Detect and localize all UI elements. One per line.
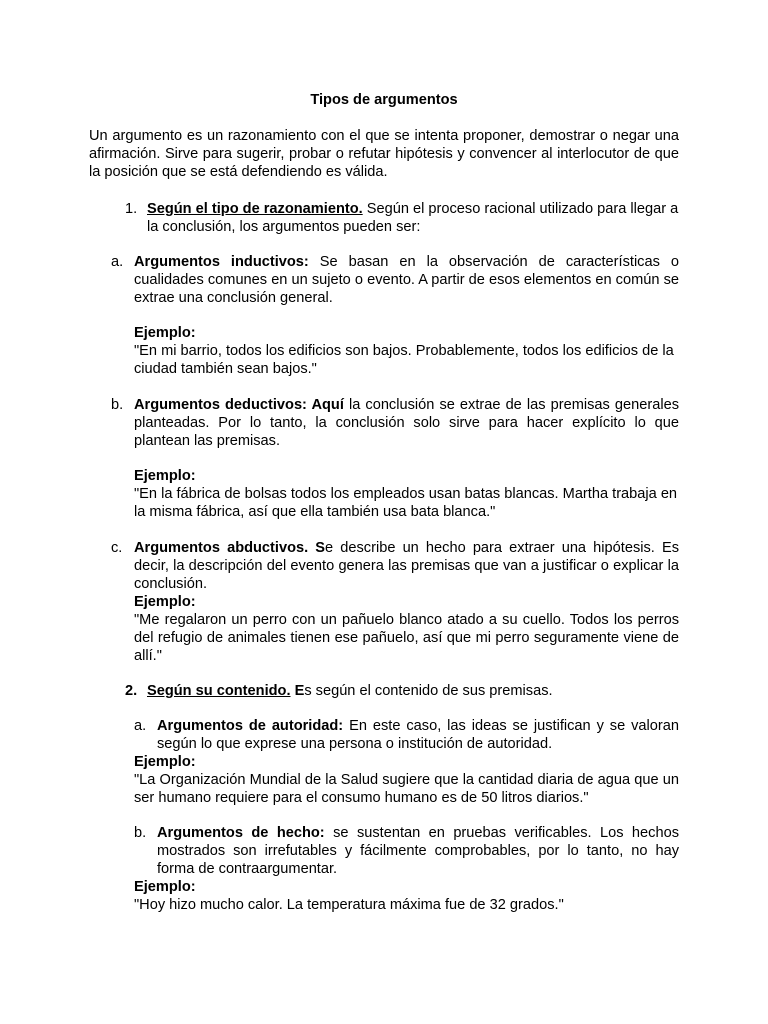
item-1a-term: Argumentos inductivos:: [134, 254, 309, 270]
intro-paragraph: [89, 127, 679, 181]
item-1c-example-label: [134, 593, 679, 611]
item-2a-example: "La Organización Mundial de la Salud sugiere que la cantidad diaria de agua que un ser humano requiere para el consumo humano es de 50 litros diarios.": [134, 772, 679, 806]
section-1-number: 1.: [125, 201, 138, 217]
section-1-title: Según el tipo de razonamiento.: [147, 201, 363, 217]
example-label: Ejemplo:: [134, 594, 196, 610]
intro-text: Un argumento es un razonamiento con el que se intenta proponer, demostrar o negar una afirmación. Sirve para sugerir, probar o refutar hipótesis y convencer al interlocutor de que la posición que se está defendiendo es válida.: [89, 128, 679, 180]
item-1a-marker: a.: [111, 254, 124, 270]
item-1c-marker: c.: [111, 540, 123, 556]
item-1b-example: "En la fábrica de bolsas todos los empleados usan batas blancas. Martha trabaja en la misma fábrica, así que ella también usa bata blanca.": [134, 486, 678, 520]
item-2a-term: Argumentos de autoridad:: [157, 718, 344, 734]
section-2-heading: [147, 682, 679, 700]
section-2-intro: s según el contenido de sus premisas.: [304, 683, 553, 699]
item-1a-example-label: [134, 324, 679, 342]
example-label: Ejemplo:: [134, 754, 196, 770]
item-1b-body: la conclusión se extrae de las premisas generales planteadas. Por lo tanto, la conclusión solo sirve para hacer explícito lo que plantean las premisas.: [134, 397, 679, 449]
item-1a-example: "En mi barrio, todos los edificios son bajos. Probablemente, todos los edificios de la ciudad también sean bajos.": [134, 343, 674, 377]
section-1-intro: Según el proceso racional utilizado para llegar a la conclusión, los argumentos pueden ser:: [147, 201, 679, 235]
example-label: Ejemplo:: [134, 325, 196, 341]
item-2b-text: [157, 824, 679, 878]
item-1c-example: "Me regalaron un perro con un pañuelo blanco atado a su cuello. Todos los perros del refugio de animales tienen ese pañuelo, así que mi perro seguramente viene de allí.": [134, 612, 679, 664]
item-2b-marker: b.: [134, 825, 147, 841]
section-2-title-tail: E: [290, 683, 305, 699]
item-2b-body: se sustentan en pruebas verificables. Los hechos mostrados son irrefutables y fácilmente comprobables, por lo tanto, no hay forma de contraargumentar.: [157, 825, 679, 877]
item-2b-term: Argumentos de hecho:: [157, 825, 325, 841]
item-2a-body: En este caso, las ideas se justifican y se valoran según lo que exprese una persona o institución de autoridad.: [157, 718, 680, 752]
item-2b-example-label: [134, 878, 679, 896]
example-label: Ejemplo:: [134, 879, 196, 895]
document-title: Tipos de argumentos: [310, 92, 458, 108]
example-label: Ejemplo:: [134, 468, 196, 484]
item-2a-example-label: [134, 753, 679, 771]
item-1a-text: [134, 253, 679, 307]
section-2-number: 2.: [125, 683, 138, 699]
item-1c-body: e describe un hecho para extraer una hipótesis. Es decir, la descripción del evento genera las premisas que van a justificar o explicar la conclusión.: [134, 540, 679, 592]
item-2a-text: [157, 717, 679, 753]
item-1b-text: [134, 396, 679, 450]
item-1a-body: Se basan en la observación de características o cualidades comunes en un sujeto o evento. A partir de esos elementos en común se extrae una conclusión general.: [134, 254, 679, 306]
item-1b-marker: b.: [111, 397, 124, 413]
item-2b-example: "Hoy hizo mucho calor. La temperatura máxima fue de 32 grados.": [134, 897, 564, 913]
section-2-title: Según su contenido.: [147, 683, 291, 699]
item-1b-example-label: [134, 467, 679, 485]
item-1b-term: Argumentos deductivos: Aquí: [134, 397, 344, 413]
item-1c-text: [134, 539, 679, 593]
item-1c-term: Argumentos abductivos. S: [134, 540, 326, 556]
section-1-heading: [147, 200, 679, 236]
item-2a-marker: a.: [134, 718, 147, 734]
